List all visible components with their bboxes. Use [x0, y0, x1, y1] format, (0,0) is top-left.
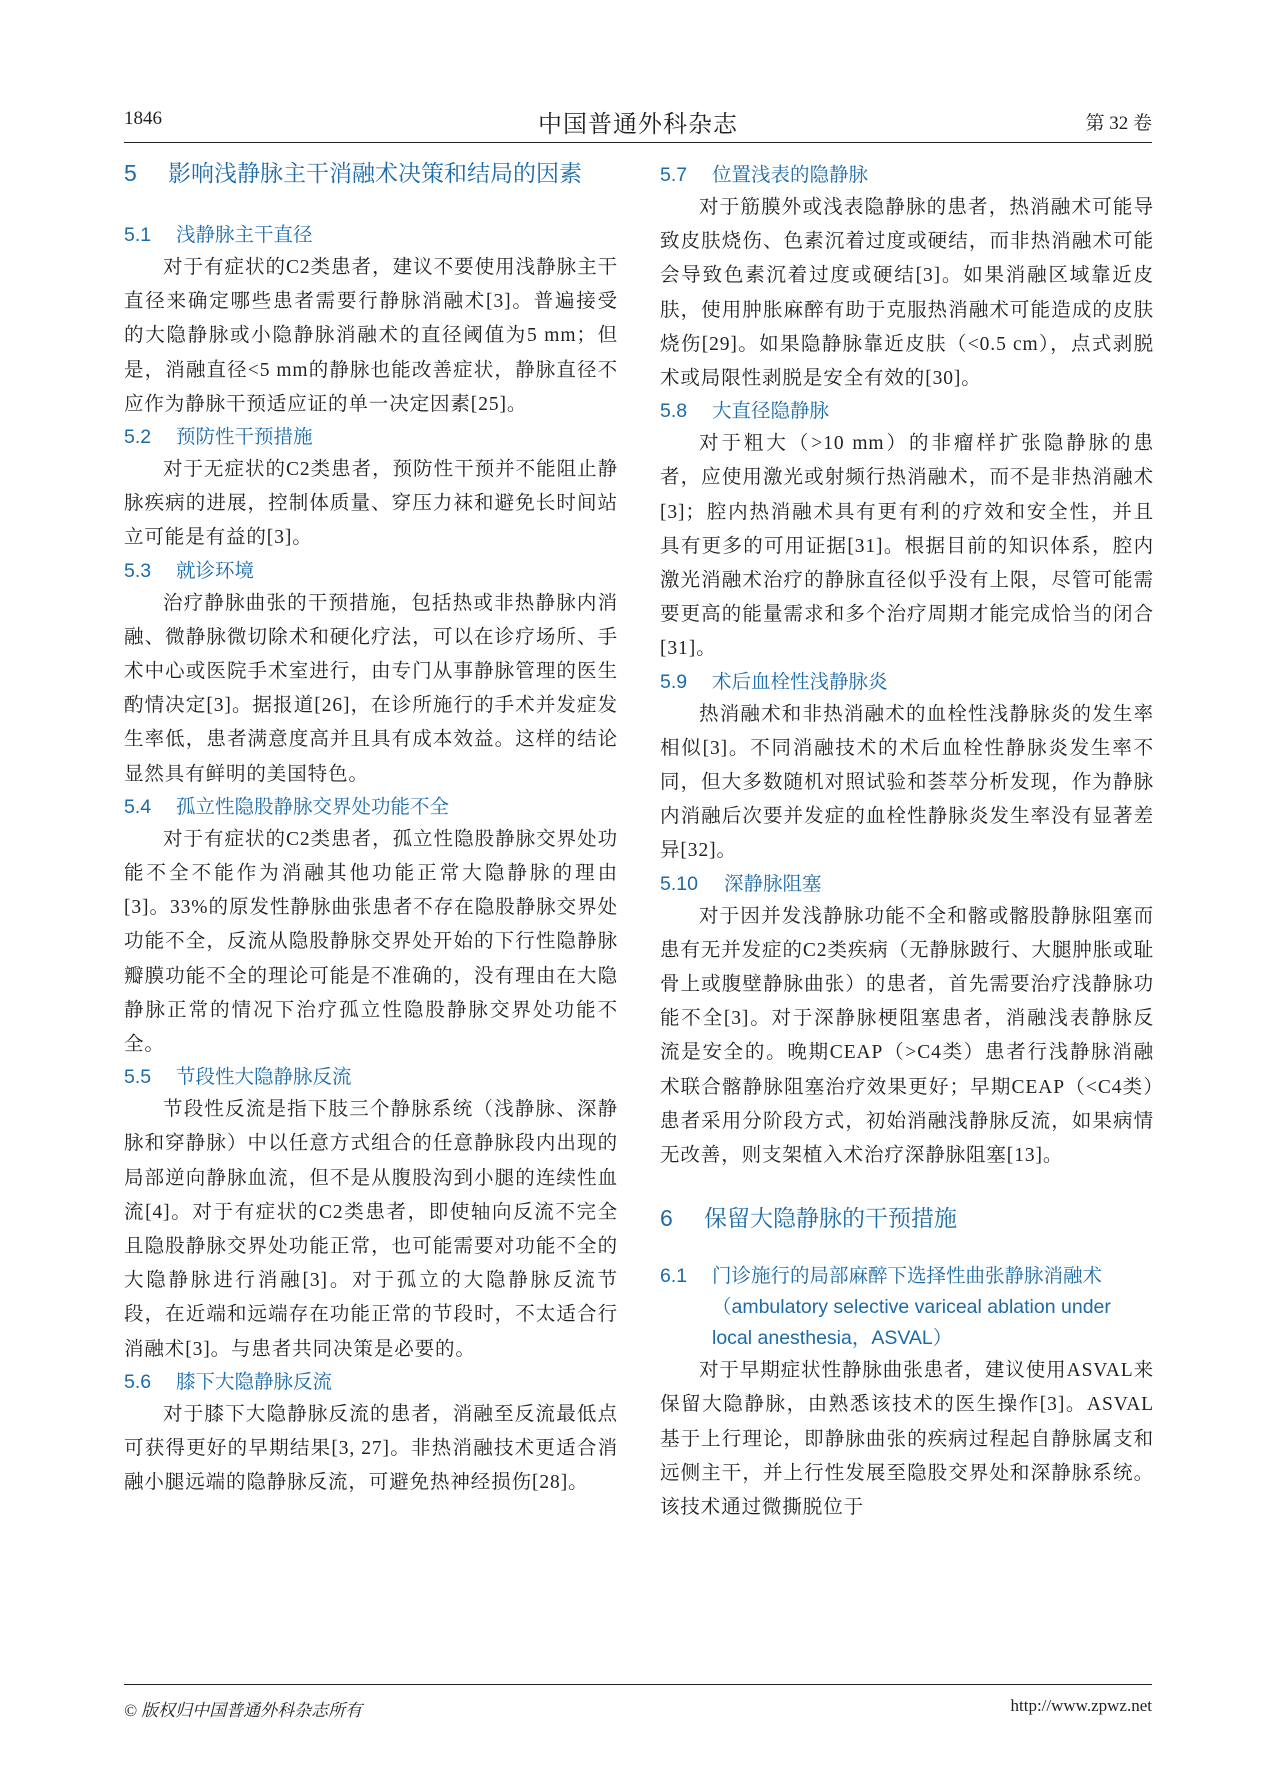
section-heading: 6 保留大隐静脉的干预措施	[660, 1205, 957, 1232]
subsection-heading: 5.4 孤立性隐股静脉交界处功能不全	[124, 795, 450, 818]
right-column	[660, 160, 1154, 1525]
page-header	[124, 106, 1152, 142]
subsection-heading: 5.6 膝下大隐静脉反流	[124, 1370, 333, 1393]
subsection-heading: 5.3 就诊环境	[124, 559, 255, 582]
header-rule	[124, 142, 1152, 143]
paragraph: 节段性反流是指下肢三个静脉系统（浅静脉、深静脉和穿静脉）中以任意方式组合的任意静脉段内出现的局部逆向静脉血流，但不是从腹股沟到小腿的连续性血流[4]。对于有症状的C2类患者，即使轴向反流不完全且隐股静脉交界处功能正常，也可能需要对功能不全的大隐静脉进行消融[3]。对于孤立的大隐静脉反流节段，在近端和远端存在功能正常的节段时，不太适合行消融术[3]。与患者共同决策是必要的。	[124, 1099, 618, 1360]
paragraph: 治疗静脉曲张的干预措施，包括热或非热静脉内消融、微静脉微切除术和硬化疗法，可以在诊疗场所、手术中心或医院手术室进行，由专门从事静脉管理的医生酌情决定[3]。据报道[26]，在诊所施行的手术并发症发生率低，患者满意度高并且具有成本效益。这样的结论显然具有鲜明的美国特色。	[124, 592, 618, 785]
paragraph: 对于粗大（>10 mm）的非瘤样扩张隐静脉的患者，应使用激光或射频行热消融术，而不是非热消融术[3]；腔内热消融术具有更有利的疗效和安全性，并且具有更多的可用证据[31]。根据目前的知识体系，腔内激光消融术治疗的静脉直径似乎没有上限，尽管可能需要更高的能量需求和多个治疗周期才能完成恰当的闭合[31]。	[660, 433, 1154, 660]
copyright-notice: © 版权归中国普通外科杂志所有	[124, 1701, 363, 1720]
paragraph: 对于筋膜外或浅表隐静脉的患者，热消融术可能导致皮肤烧伤、色素沉着过度或硬结，而非热消融术可能会导致色素沉着过度或硬结[3]。如果消融区域靠近皮肤，使用肿胀麻醉有助于克服热消融术可能造成的皮肤烧伤[29]。如果隐静脉靠近皮肤（<0.5 cm），点式剥脱术或局限性剥脱是安全有效的[30]。	[660, 197, 1154, 390]
paragraph: 对于因并发浅静脉功能不全和髂或髂股静脉阻塞而患有无并发症的C2类疾病（无静脉跛行、大腿肿胀或耻骨上或腹壁静脉曲张）的患者，首先需要治疗浅静脉功能不全[3]。对于深静脉梗阻塞患者，消融浅表静脉反流是安全的。晚期CEAP（>C4类）患者行浅静脉消融术联合髂静脉阻塞治疗效果更好；早期CEAP（<C4类）患者采用分阶段方式，初始消融浅静脉反流，如果病情无改善，则支架植入术治疗深静脉阻塞[13]。	[660, 905, 1154, 1167]
subsection-heading: 5.2 预防性干预措施	[124, 426, 313, 449]
journal-url: http://www.zpwz.net	[1010, 1696, 1152, 1715]
subsection-heading: 5.9 术后血栓性浅静脉炎	[660, 670, 888, 693]
subsection-heading: 5.8 大直径隐静脉	[660, 400, 830, 423]
paragraph: 对于早期症状性静脉曲张患者，建议使用ASVAL来保留大隐静脉，由熟悉该技术的医生操作[3]。ASVAL基于上行理论，即静脉曲张的疾病过程起自静脉属支和远侧主干，并上行性发展至隐股交界处和深静脉系统。该技术通过微撕脱位于	[660, 1360, 1154, 1519]
subsection-heading: 5.5 节段性大隐静脉反流	[124, 1066, 352, 1089]
paragraph: 对于有症状的C2类患者，孤立性隐股静脉交界处功能不全不能作为消融其他功能正常大隐静脉的理由[3]。33%的原发性静脉曲张患者不存在隐股静脉交界处功能不全，反流从隐股静脉交界处开始的下行性隐静脉瓣膜功能不全的理论可能是不准确的，没有理由在大隐静脉正常的情况下治疗孤立性隐股静脉交界处功能不全。	[124, 828, 618, 1056]
left-column	[124, 160, 618, 1501]
footer-rule	[124, 1684, 1152, 1685]
section-heading: 5 影响浅静脉主干消融术决策和结局的因素	[124, 160, 582, 186]
subsection-heading: 6.1 门诊施行的局部麻醉下选择性曲张静脉消融术（ambulatory selective variceal ablation under local anesthesia，ASVAL）	[660, 1265, 1111, 1350]
paragraph: 对于有症状的C2类患者，建议不要使用浅静脉主干直径来确定哪些患者需要行静脉消融术[3]。普遍接受的大隐静脉或小隐静脉消融术的直径阈值为5 mm；但是，消融直径<5 mm的静脉也能改善症状，静脉直径不应作为静脉干预适应证的单一决定因素[25]。	[124, 257, 618, 415]
page-number: 1846	[124, 108, 162, 129]
journal-title: 中国普通外科杂志	[538, 112, 738, 138]
paragraph: 对于膝下大隐静脉反流的患者，消融至反流最低点可获得更好的早期结果[3, 27]。非热消融技术更适合消融小腿远端的隐静脉反流，可避免热神经损伤[28]。	[124, 1403, 618, 1494]
paragraph: 热消融术和非热消融术的血栓性浅静脉炎的发生率相似[3]。不同消融技术的术后血栓性静脉炎发生率不同，但大多数随机对照试验和荟萃分析发现，作为静脉内消融后次要并发症的血栓性静脉炎发生率没有显著差异[32]。	[660, 703, 1154, 862]
page-footer	[124, 1684, 1152, 1720]
subsection-heading: 5.1 浅静脉主干直径	[124, 224, 313, 246]
paragraph: 对于无症状的C2类患者，预防性干预并不能阻止静脉疾病的进展，控制体质量、穿压力袜和避免长时间站立可能是有益的[3]。	[124, 459, 618, 549]
volume-label: 第 32 卷	[1085, 113, 1152, 134]
subsection-heading: 5.7 位置浅表的隐静脉	[660, 164, 869, 186]
subsection-heading: 5.10 深静脉阻塞	[660, 872, 822, 895]
